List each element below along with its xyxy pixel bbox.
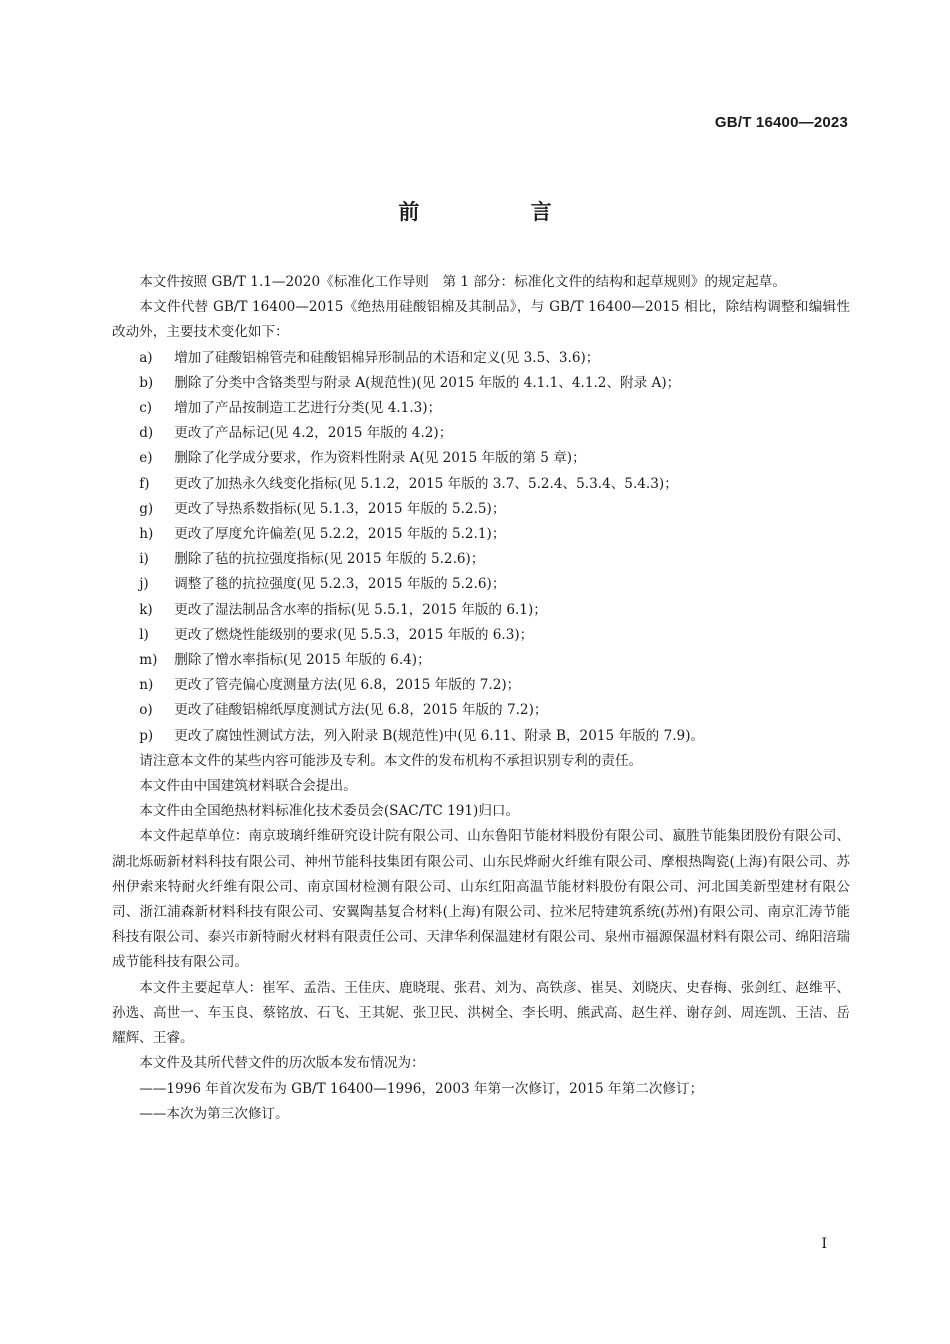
list-item xyxy=(112,346,850,371)
page-title: 前 言 xyxy=(398,200,604,224)
list-item xyxy=(112,724,850,749)
change-list xyxy=(112,346,850,749)
list-item-text: 更改了燃烧性能级别的要求(见 5.5.3，2015 年版的 6.3)； xyxy=(174,626,534,643)
list-item xyxy=(112,472,850,497)
list-item-text: 增加了产品按制造工艺进行分类(见 4.1.3)； xyxy=(174,400,442,417)
list-item-text: 删除了分类中含铬类型与附录 A(规范性)(见 2015 年版的 4.1.1、4.1.2、附录 A)； xyxy=(174,374,681,391)
list-item-label: k) xyxy=(139,601,153,618)
paragraph: 本文件按照 GB/T 1.1—2020《标准化工作导则 第 1 部分：标准化文件的结构和起草规则》的规定起草。 xyxy=(139,274,786,290)
list-item-label: c) xyxy=(139,400,153,417)
list-item xyxy=(112,598,850,623)
list-item-label: b) xyxy=(139,374,154,391)
list-item-label: h) xyxy=(139,526,154,543)
foreword-body xyxy=(112,270,850,1127)
list-item-text: 增加了硅酸铝棉管壳和硅酸铝棉异形制品的术语和定义(见 3.5、3.6)； xyxy=(174,349,600,366)
paragraph: 本文件及其所代替文件的历次版本发布情况为： xyxy=(139,1055,425,1072)
list-item-text: 更改了厚度允许偏差(见 5.2.2，2015 年版的 5.2.1)； xyxy=(174,526,506,543)
list-item-text: 删除了憎水率指标(见 2015 年版的 6.4)； xyxy=(174,652,431,669)
list-item-text: 调整了毯的抗拉强度(见 5.2.3，2015 年版的 5.2.6)； xyxy=(174,576,506,593)
paragraph: 本文件由中国建筑材料联合会提出。 xyxy=(139,778,357,795)
list-item xyxy=(112,673,850,698)
list-item-text: 删除了毡的抗拉强度指标(见 2015 年版的 5.2.6)； xyxy=(174,551,485,568)
list-item-label: l) xyxy=(139,626,149,643)
list-item xyxy=(112,446,850,471)
list-item xyxy=(112,623,850,648)
paragraph: 本文件由全国绝热材料标准化技术委员会(SAC/TC 191)归口。 xyxy=(139,803,520,820)
list-item-label: f) xyxy=(139,475,150,492)
list-item xyxy=(112,371,850,396)
list-item-label: d) xyxy=(139,425,154,442)
list-item-label: a) xyxy=(139,349,153,366)
list-item xyxy=(112,497,850,522)
list-item-label: i) xyxy=(139,551,149,568)
list-item-text: 删除了化学成分要求，作为资料性附录 A(见 2015 年版的第 5 章)； xyxy=(174,450,586,467)
list-item-text: 更改了产品标记(见 4.2，2015 年版的 4.2)； xyxy=(174,425,453,442)
list-item-label: n) xyxy=(139,677,154,694)
list-item-text: 更改了硅酸铝棉纸厚度测试方法(见 6.8，2015 年版的 7.2)； xyxy=(174,702,548,719)
paragraph: 本文件起草单位：南京玻璃纤维研究设计院有限公司、山东鲁阳节能材料股份有限公司、嬴胜节能集团股份有限公司、湖北烁砺新材料科技有限公司、神州节能科技集团有限公司、山东民烨耐火纤维有限公司、摩根热陶瓷(上海)有限公司、苏州伊索来特耐火纤维有限公司、南京国材检测有限公司、山东红阳高温节能材料股份有限公司、河北国美新型建材有限公司、浙江浦森新材料科技有限公司、安翼陶基复合材料(上海)有限公司、拉米尼特建筑系统(苏州)有限公司、南京汇涛节能科技有限公司、泰兴市新特耐火材料有限责任公司、天津华利保温建材有限公司、泉州市福源保温材料有限公司、绵阳涪瑞成节能科技有限公司。 xyxy=(112,828,850,971)
list-item-text: 更改了管壳偏心度测量方法(见 6.8，2015 年版的 7.2)； xyxy=(174,677,521,694)
list-item-label: g) xyxy=(139,500,154,517)
paragraph: 本文件代替 GB/T 16400—2015《绝热用硅酸铝棉及其制品》，与 GB/T 16400—2015 相比，除结构调整和编辑性改动外，主要技术变化如下： xyxy=(112,299,850,341)
history-item: ——本次为第三次修订。 xyxy=(139,1105,289,1122)
list-item xyxy=(112,522,850,547)
list-item-label: e) xyxy=(139,450,153,467)
list-item-label: m) xyxy=(139,652,158,669)
history-item: ——1996 年首次发布为 GB/T 16400—1996，2003 年第一次修订，2015 年第二次修订； xyxy=(139,1080,704,1097)
list-item-label: o) xyxy=(139,702,153,719)
list-item xyxy=(112,421,850,446)
list-item xyxy=(112,396,850,421)
standard-code: GB/T 16400—2023 xyxy=(714,114,848,131)
list-item xyxy=(112,547,850,572)
list-item xyxy=(112,648,850,673)
list-item-text: 更改了加热永久线变化指标(见 5.1.2，2015 年版的 3.7、5.2.4、5.3.4、5.4.3)； xyxy=(174,475,678,492)
list-item-label: p) xyxy=(139,727,154,744)
paragraph: 请注意本文件的某些内容可能涉及专利。本文件的发布机构不承担识别专利的责任。 xyxy=(139,752,643,769)
list-item-text: 更改了导热系数指标(见 5.1.3，2015 年版的 5.2.5)； xyxy=(174,500,506,517)
list-item xyxy=(112,698,850,723)
list-item-label: j) xyxy=(139,576,149,593)
list-item-text: 更改了湿法制品含水率的指标(见 5.5.1，2015 年版的 6.1)； xyxy=(174,601,547,618)
paragraph: 本文件主要起草人：崔军、孟浩、王佳庆、鹿晓琨、张君、刘为、高铁彦、崔昊、刘晓庆、史春梅、张剑红、赵维平、孙选、高世一、车玉良、蔡铭放、石飞、王其妮、张卫民、洪树全、李长明、熊武高、赵生祥、谢存剑、周连凯、王洁、岳耀辉、王睿。 xyxy=(112,979,850,1047)
list-item-text: 更改了腐蚀性测试方法，列入附录 B(规范性)中(见 6.11、附录 B，2015 年版的 7.9)。 xyxy=(174,727,705,744)
page-number: I xyxy=(821,1236,827,1252)
list-item xyxy=(112,572,850,597)
